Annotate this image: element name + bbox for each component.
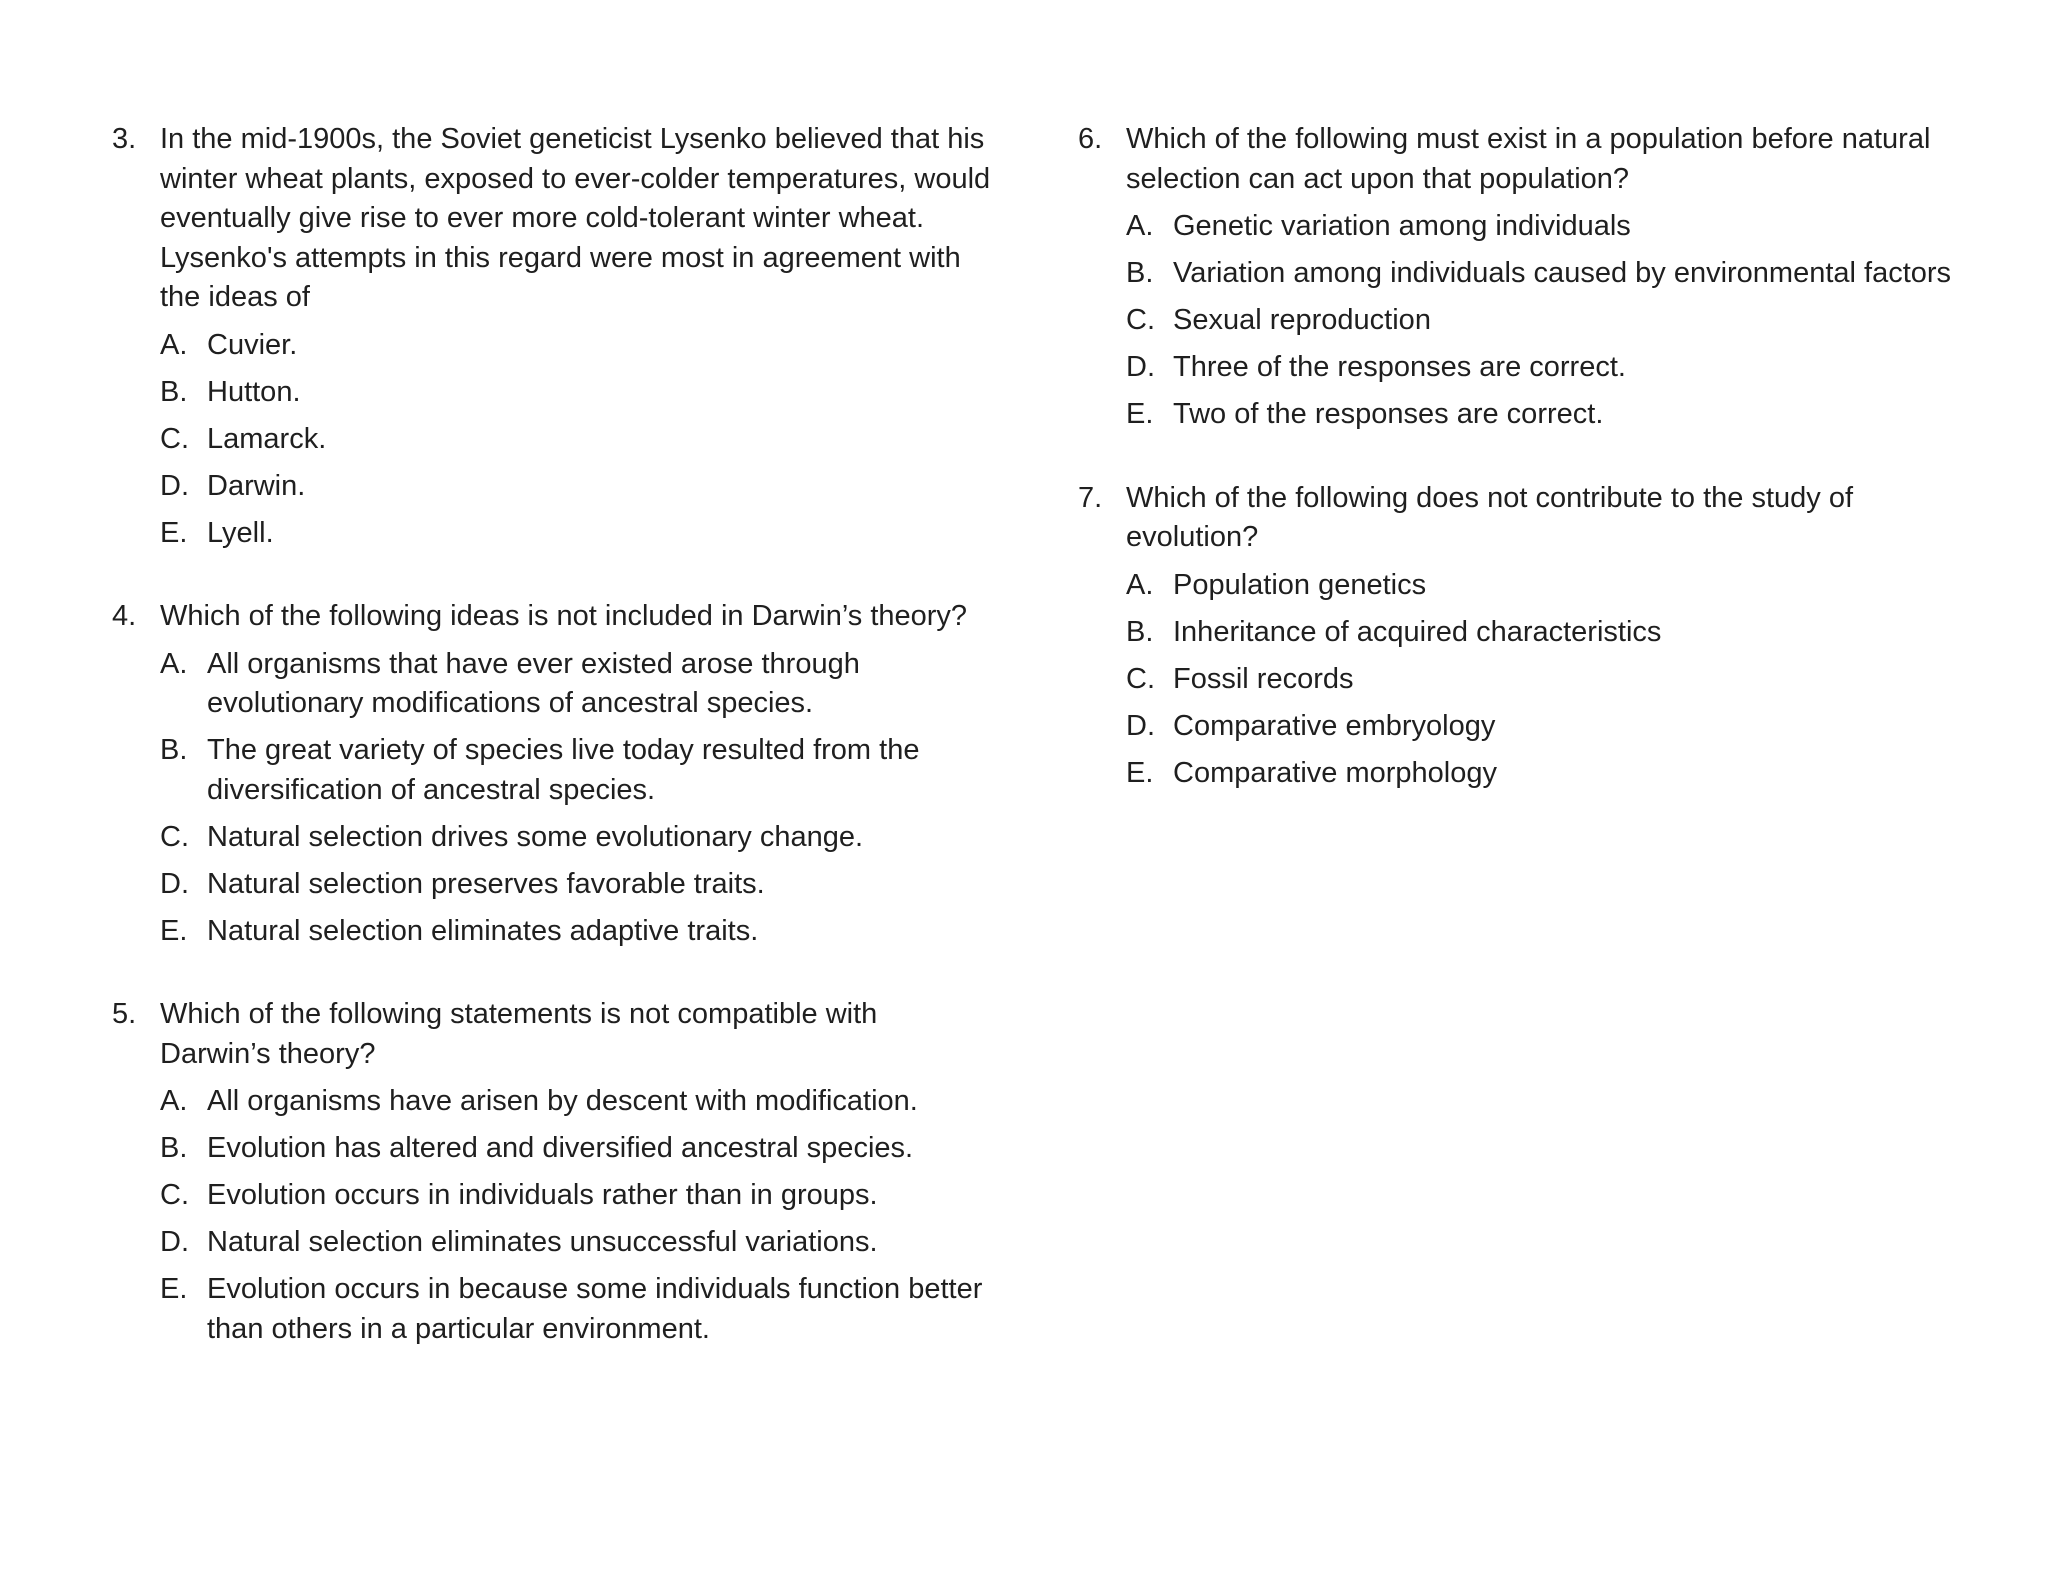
option-b (1126, 254, 1968, 294)
option-letter: B. (1126, 257, 1154, 289)
option-text: Fossil records (1173, 662, 1354, 695)
option-letter: E. (160, 914, 188, 947)
option-letter: A. (160, 1085, 188, 1117)
question-text: In the mid-1900s, the Soviet geneticist Lysenko believed that his winter wheat plants, exposed to ever-colder temperatures, would eventually give rise to ever more cold-tolerant winter wheat. Lysenko's attempts in this regard were most in agreement with the ideas of (160, 123, 991, 313)
option-text: Evolution occurs in because some individuals function better than others in a particular environment. (207, 1273, 983, 1345)
option-text: All organisms that have ever existed arose through evolutionary modifications of ancestral species. (207, 647, 860, 719)
question-text: Which of the following must exist in a population before natural selection can act upon that population? (1126, 123, 1931, 195)
option-text: Natural selection eliminates adaptive traits. (207, 914, 759, 947)
option-text: Lamarck. (207, 422, 327, 455)
option-list (160, 645, 992, 952)
option-a (160, 326, 992, 366)
option-text: Variation among individuals caused by environmental factors (1173, 257, 1952, 289)
option-text: Two of the responses are correct. (1173, 398, 1604, 430)
option-letter: B. (1126, 615, 1154, 648)
question-number: 7. (1078, 481, 1103, 514)
option-text: Natural selection drives some evolutionary change. (207, 820, 864, 853)
option-letter: B. (160, 734, 188, 766)
option-text: Population genetics (1173, 568, 1427, 601)
option-text: Three of the responses are correct. (1173, 351, 1626, 383)
question-5 (112, 995, 992, 1349)
option-letter: D. (1126, 351, 1155, 383)
question-number: 6. (1078, 123, 1103, 155)
question-number: 5. (112, 998, 137, 1030)
option-e (160, 912, 992, 952)
option-text: Evolution occurs in individuals rather than in groups. (207, 1179, 878, 1211)
option-letter: E. (160, 1273, 188, 1305)
option-list (160, 326, 992, 554)
option-letter: B. (160, 375, 188, 408)
option-c (160, 1176, 992, 1216)
question-6 (1078, 120, 1968, 435)
option-text: Comparative embryology (1173, 709, 1496, 742)
option-a (1126, 207, 1968, 247)
option-e (1126, 754, 1968, 794)
question-3 (112, 120, 992, 553)
option-b (160, 1129, 992, 1169)
option-a (160, 645, 992, 724)
option-c (160, 420, 992, 460)
option-text: Sexual reproduction (1173, 304, 1431, 336)
question-4 (112, 597, 992, 951)
option-list (1126, 207, 1968, 435)
option-e (160, 514, 992, 554)
option-letter: A. (1126, 210, 1154, 242)
option-d (160, 865, 992, 905)
option-text: Hutton. (207, 375, 301, 408)
option-c (1126, 301, 1968, 341)
option-letter: D. (160, 1226, 189, 1258)
option-a (160, 1082, 992, 1122)
option-letter: A. (1126, 568, 1154, 601)
option-list (1126, 566, 1968, 794)
option-letter: C. (1126, 662, 1155, 695)
question-number: 3. (112, 123, 137, 155)
option-letter: D. (1126, 709, 1155, 742)
option-c (160, 818, 992, 858)
option-text: Inheritance of acquired characteristics (1173, 615, 1662, 648)
option-d (160, 1223, 992, 1263)
option-a (1126, 566, 1968, 606)
option-letter: A. (160, 328, 188, 361)
option-letter: E. (1126, 398, 1154, 430)
option-letter: B. (160, 1132, 188, 1164)
option-letter: A. (160, 647, 188, 680)
option-d (1126, 348, 1968, 388)
right-column (1078, 120, 1968, 837)
option-text: Natural selection eliminates unsuccessful variations. (207, 1226, 878, 1258)
option-letter: D. (160, 469, 189, 502)
option-letter: C. (160, 422, 189, 455)
option-e (1126, 395, 1968, 435)
option-letter: D. (160, 867, 189, 900)
question-text: Which of the following statements is not compatible with Darwin’s theory? (160, 998, 878, 1070)
question-7 (1078, 479, 1968, 794)
option-b (160, 731, 992, 810)
option-b (160, 373, 992, 413)
question-text: Which of the following does not contribute to the study of evolution? (1126, 481, 1854, 553)
option-text: Comparative morphology (1173, 756, 1497, 789)
option-d (1126, 707, 1968, 747)
question-text: Which of the following ideas is not included in Darwin’s theory? (160, 600, 968, 632)
option-d (160, 467, 992, 507)
question-number: 4. (112, 600, 137, 632)
option-c (1126, 660, 1968, 700)
option-letter: C. (1126, 304, 1155, 336)
option-text: Cuvier. (207, 328, 298, 361)
option-text: Genetic variation among individuals (1173, 210, 1631, 242)
option-b (1126, 613, 1968, 653)
left-column (112, 120, 992, 1393)
option-list (160, 1082, 992, 1349)
option-text: Darwin. (207, 469, 306, 502)
option-text: Lyell. (207, 516, 274, 549)
option-text: The great variety of species live today resulted from the diversification of ancestral species. (207, 734, 920, 806)
option-letter: C. (160, 820, 189, 853)
option-letter: E. (160, 516, 188, 549)
option-letter: C. (160, 1179, 189, 1211)
option-text: Evolution has altered and diversified ancestral species. (207, 1132, 914, 1164)
option-e (160, 1270, 992, 1349)
option-text: Natural selection preserves favorable traits. (207, 867, 765, 900)
option-text: All organisms have arisen by descent with modification. (207, 1085, 918, 1117)
option-letter: E. (1126, 756, 1154, 789)
